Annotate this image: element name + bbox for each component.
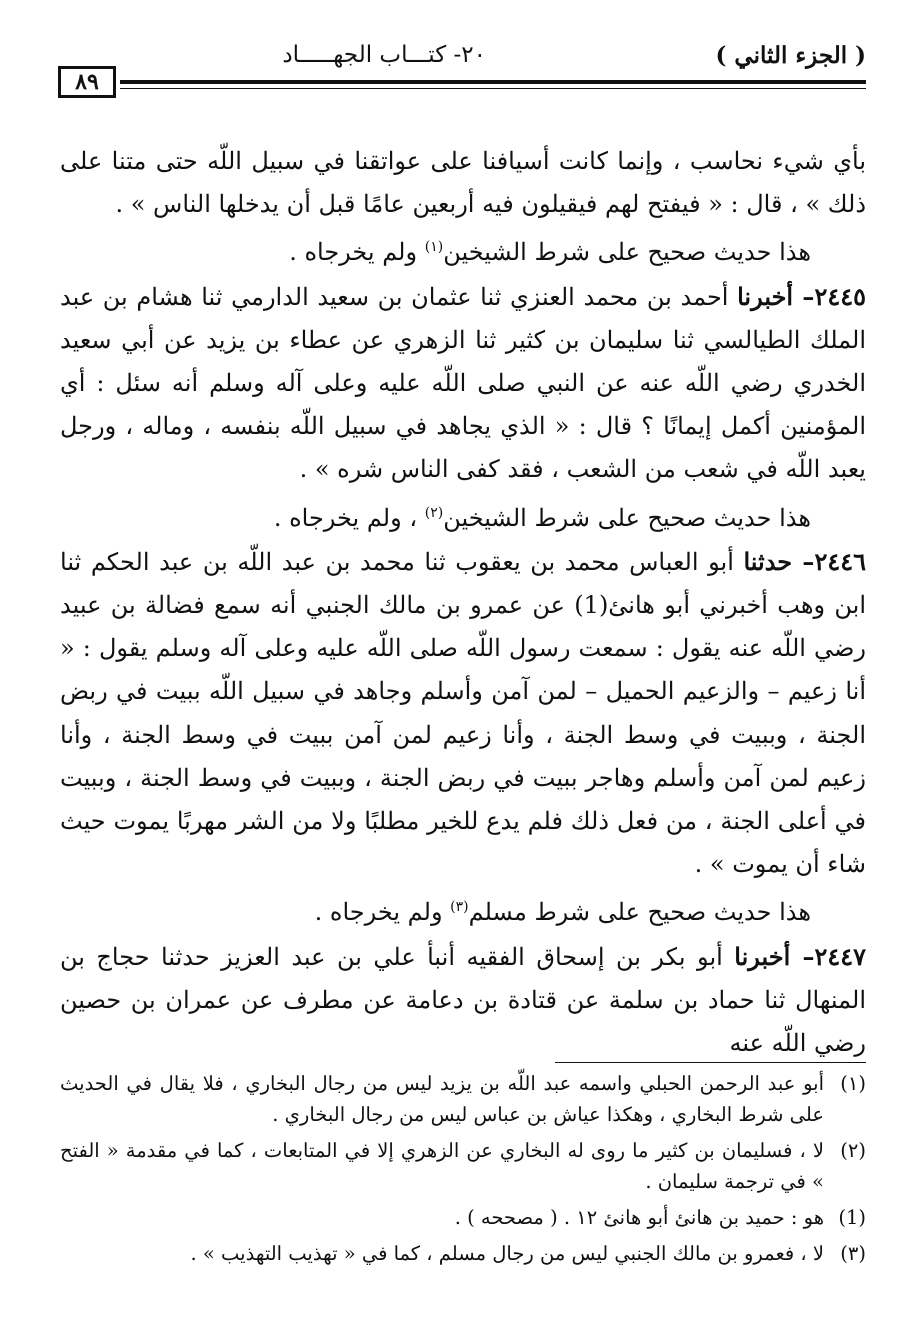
hadith-number: ٢٤٤٥ — [814, 281, 866, 311]
footnote-separator — [555, 1062, 866, 1063]
hadith-2447: ٢٤٤٧– أخبرنا أبو بكر بن إسحاق الفقيه أنبأ علي بن عبد العزيز حدثنا حجاج بن المنهال ثنا حماد بن سلمة عن قتادة بن دعامة عن مطرف عن عمران بن حصين رضي اللّه عنه — [60, 941, 867, 1058]
footnote — [60, 1202, 866, 1233]
footnote-mark: (٣) — [840, 1242, 866, 1265]
footnote-ref: (١) — [424, 239, 444, 256]
footnote-ref: (٢) — [424, 504, 444, 521]
narration-keyword: – أخبرنا — [737, 281, 815, 311]
volume-label: ( الجزء الثاني ) — [715, 42, 866, 69]
narration-keyword: – حدثنا — [743, 546, 815, 576]
footnote-text: هو : حميد بن هانئ أبو هانئ ١٢ . ( مصححه ) . — [454, 1206, 824, 1229]
footnote-text: لا ، فعمرو بن مالك الجنبي ليس من رجال مسلم ، كما في « تهذيب التهذيب » . — [190, 1242, 824, 1265]
hadith-number: ٢٤٤٧ — [814, 941, 867, 971]
grading-note: هذا حديث صحيح على شرط الشيخين$^{(٢)}$ ، ولم يخرجاه . — [273, 503, 811, 532]
footnote-mark: (1) — [838, 1206, 866, 1229]
footnote — [60, 1135, 866, 1197]
page-number-box — [58, 66, 116, 98]
footnote-mark: (٢) — [840, 1139, 866, 1162]
footnote-text: لا ، فسليمان بن كثير ما روى له البخاري عن الزهري إلا في المتابعات ، كما في مقدمة « الفتح » في ترجمة سليمان . — [60, 1139, 824, 1193]
hadith-number: ٢٤٤٦ — [814, 546, 866, 576]
header-rule — [120, 80, 866, 84]
footnote-text: أبو عبد الرحمن الحبلي واسمه عبد اللّه بن يزيد ليس من رجال البخاري ، فلا يقال في الحديث على شرط البخاري ، وهكذا عياش بن عباس ليس من رجال البخاري . — [60, 1072, 824, 1126]
main-text — [60, 140, 866, 1065]
footnote-ref: (٣) — [450, 899, 469, 916]
footnote — [60, 1068, 866, 1130]
page-header — [58, 42, 866, 72]
footnote — [60, 1238, 866, 1269]
header-rule-thin — [120, 88, 866, 89]
hadith-2445: ٢٤٤٥– أخبرنا أحمد بن محمد العنزي ثنا عثمان بن سعيد الدارمي ثنا هشام بن عبد الملك الطيالسي ثنا سليمان بن كثير ثنا الزهري عن عطاء بن يزيد عن أبي سعيد الخدري رضي اللّه عنه عن النبي صلى اللّه عليه وعلى آله وسلم أنه سئل : أي المؤمنين أكمل إيمانًا ؟ قال : « الذي يجاهد في سبيل اللّه بنفسه ، وماله ، ورجل يعبد اللّه في شعب من الشعب ، فقد كفى الناس شره » . — [60, 281, 866, 484]
page-number: ٨٩ — [75, 69, 99, 95]
footnotes — [60, 1068, 866, 1274]
grading-note: هذا حديث صحيح على شرط الشيخين$^{(١)}$ ولم يخرجاه . — [289, 238, 811, 267]
narration-keyword: – أخبرنا — [734, 941, 815, 971]
paragraph-continuation: بأي شيء نحاسب ، وإنما كانت أسيافنا على عواتقنا في سبيل اللّه حتى متنا على ذلك » ، قال : « فيفتح لهم فيقيلون فيه أربعين عامًا قبل أن يدخلها الناس » . — [60, 147, 866, 219]
grading-note: هذا حديث صحيح على شرط مسلم$^{(٣)}$ ولم يخرجاه . — [314, 898, 811, 927]
hadith-2446: ٢٤٤٦– حدثنا أبو العباس محمد بن يعقوب ثنا محمد بن عبد اللّه بن عبد الحكم ثنا ابن وهب أخبرني أبو هانئ(1) عن عمرو بن مالك الجنبي أنه سمع فضالة بن عبيد رضي اللّه عنه يقول : سمعت رسول اللّه صلى اللّه عليه وعلى آله وسلم يقول : « أنا زعيم – والزعيم الحميل – لمن آمن وأسلم وجاهد في سبيل اللّه ببيت في ربض الجنة ، وببيت في وسط الجنة ، وأنا زعيم لمن آمن ببيت في وسط الجنة ، وأنا زعيم لمن آمن وأسلم وهاجر ببيت في ربض الجنة ، وببيت في وسط الجنة ، وببيت في أعلى الجنة ، من فعل ذلك فلم يدع للخير مطلبًا ولا من الشر مهربًا يموت حيث شاء أن يموت » . — [60, 546, 866, 879]
footnote-mark: (١) — [840, 1072, 866, 1095]
chapter-title: ٢٠- كتـــاب الجهـــــاد — [282, 42, 486, 68]
